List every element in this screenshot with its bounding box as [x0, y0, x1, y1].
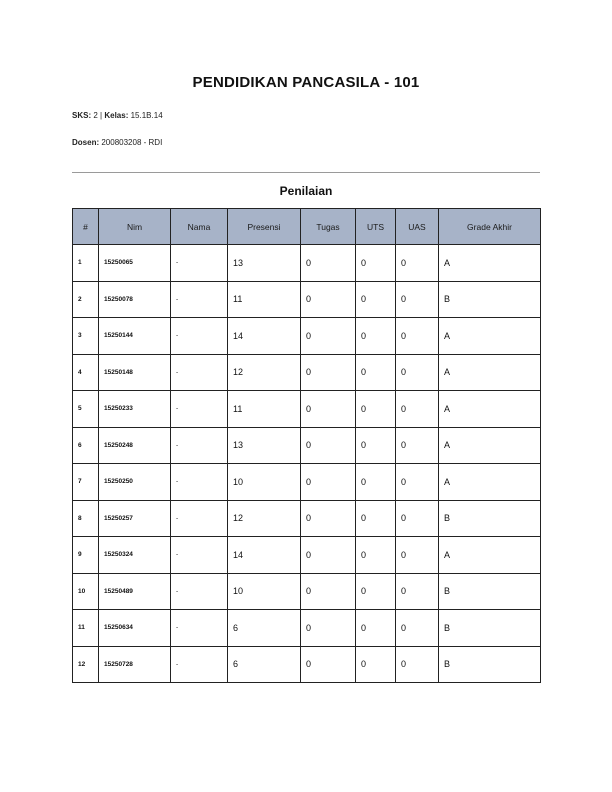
sks-value: 2	[93, 111, 98, 120]
section-title: Penilaian	[279, 184, 333, 198]
table-row	[73, 500, 541, 537]
uts-cell: 0	[356, 391, 396, 428]
grade-cell: A	[439, 537, 541, 574]
row-number-cell: 9	[73, 537, 99, 574]
nama-cell: -	[171, 573, 228, 610]
row-number-cell: 7	[73, 464, 99, 501]
row-number-cell: 10	[73, 573, 99, 610]
tugas-cell: 0	[301, 500, 356, 537]
row-number-cell: 11	[73, 610, 99, 647]
col-nim-header: Nim	[99, 209, 171, 245]
grade-cell: A	[439, 427, 541, 464]
uas-cell: 0	[396, 537, 439, 574]
uts-cell: 0	[356, 646, 396, 683]
nim-cell: 15250148	[99, 354, 171, 391]
col-grade-header: Grade Akhir	[439, 209, 541, 245]
col-presensi-header: Presensi	[228, 209, 301, 245]
presensi-cell: 14	[228, 537, 301, 574]
grade-cell: A	[439, 464, 541, 501]
tugas-cell: 0	[301, 646, 356, 683]
nim-cell: 15250257	[99, 500, 171, 537]
uts-cell: 0	[356, 245, 396, 282]
uts-cell: 0	[356, 537, 396, 574]
tugas-cell: 0	[301, 354, 356, 391]
grade-cell: B	[439, 646, 541, 683]
table-row	[73, 610, 541, 647]
table-row	[73, 281, 541, 318]
uts-cell: 0	[356, 500, 396, 537]
uas-cell: 0	[396, 281, 439, 318]
table-row	[73, 318, 541, 355]
col-nama-header: Nama	[171, 209, 228, 245]
nama-cell: -	[171, 245, 228, 282]
table-row	[73, 354, 541, 391]
col-tugas-header: Tugas	[301, 209, 356, 245]
nim-cell: 15250728	[99, 646, 171, 683]
tugas-cell: 0	[301, 464, 356, 501]
nim-cell: 15250248	[99, 427, 171, 464]
row-number-cell: 8	[73, 500, 99, 537]
row-number-cell: 5	[73, 391, 99, 428]
nama-cell: -	[171, 318, 228, 355]
row-number-cell: 12	[73, 646, 99, 683]
nama-cell: -	[171, 646, 228, 683]
table-row	[73, 646, 541, 683]
table-row	[73, 245, 541, 282]
tugas-cell: 0	[301, 427, 356, 464]
grade-cell: B	[439, 610, 541, 647]
uas-cell: 0	[396, 354, 439, 391]
nim-cell: 15250144	[99, 318, 171, 355]
grade-cell: A	[439, 391, 541, 428]
grade-cell: A	[439, 318, 541, 355]
table-row	[73, 391, 541, 428]
nama-cell: -	[171, 281, 228, 318]
presensi-cell: 13	[228, 427, 301, 464]
uas-cell: 0	[396, 500, 439, 537]
uts-cell: 0	[356, 318, 396, 355]
page-title: PENDIDIKAN PANCASILA - 101	[192, 74, 420, 91]
uts-cell: 0	[356, 464, 396, 501]
tugas-cell: 0	[301, 245, 356, 282]
tugas-cell: 0	[301, 537, 356, 574]
uas-cell: 0	[396, 464, 439, 501]
row-number-cell: 3	[73, 318, 99, 355]
divider	[72, 172, 540, 173]
col-number-header: #	[73, 209, 99, 245]
grades-table	[72, 208, 541, 683]
course-info	[72, 111, 163, 120]
uts-cell: 0	[356, 427, 396, 464]
table-row	[73, 537, 541, 574]
presensi-cell: 6	[228, 646, 301, 683]
row-number-cell: 1	[73, 245, 99, 282]
tugas-cell: 0	[301, 318, 356, 355]
presensi-cell: 11	[228, 391, 301, 428]
uas-cell: 0	[396, 391, 439, 428]
nim-cell: 15250324	[99, 537, 171, 574]
tugas-cell: 0	[301, 281, 356, 318]
table-body	[73, 245, 541, 683]
nama-cell: -	[171, 354, 228, 391]
table-header-row	[73, 209, 541, 245]
uas-cell: 0	[396, 610, 439, 647]
nama-cell: -	[171, 500, 228, 537]
col-uas-header: UAS	[396, 209, 439, 245]
grade-cell: B	[439, 500, 541, 537]
presensi-cell: 12	[228, 500, 301, 537]
nama-cell: -	[171, 464, 228, 501]
tugas-cell: 0	[301, 391, 356, 428]
grade-cell: A	[439, 354, 541, 391]
nim-cell: 15250250	[99, 464, 171, 501]
presensi-cell: 10	[228, 573, 301, 610]
presensi-cell: 10	[228, 464, 301, 501]
nim-cell: 15250634	[99, 610, 171, 647]
kelas-label: Kelas:	[104, 111, 129, 120]
presensi-cell: 6	[228, 610, 301, 647]
tugas-cell: 0	[301, 610, 356, 647]
nim-cell: 15250489	[99, 573, 171, 610]
nim-cell: 15250065	[99, 245, 171, 282]
uts-cell: 0	[356, 281, 396, 318]
nama-cell: -	[171, 537, 228, 574]
nama-cell: -	[171, 391, 228, 428]
uts-cell: 0	[356, 354, 396, 391]
presensi-cell: 13	[228, 245, 301, 282]
row-number-cell: 4	[73, 354, 99, 391]
row-number-cell: 6	[73, 427, 99, 464]
col-uts-header: UTS	[356, 209, 396, 245]
grade-cell: B	[439, 281, 541, 318]
sks-label: SKS:	[72, 111, 92, 120]
grade-cell: B	[439, 573, 541, 610]
row-number-cell: 2	[73, 281, 99, 318]
uts-cell: 0	[356, 573, 396, 610]
uts-cell: 0	[356, 610, 396, 647]
nama-cell: -	[171, 610, 228, 647]
dosen-value: 200803208 - RDI	[101, 138, 163, 147]
uas-cell: 0	[396, 646, 439, 683]
presensi-cell: 14	[228, 318, 301, 355]
uas-cell: 0	[396, 318, 439, 355]
nim-cell: 15250078	[99, 281, 171, 318]
table-row	[73, 573, 541, 610]
uas-cell: 0	[396, 427, 439, 464]
nama-cell: -	[171, 427, 228, 464]
table-row	[73, 427, 541, 464]
grade-cell: A	[439, 245, 541, 282]
presensi-cell: 12	[228, 354, 301, 391]
uas-cell: 0	[396, 245, 439, 282]
nim-cell: 15250233	[99, 391, 171, 428]
tugas-cell: 0	[301, 573, 356, 610]
dosen-label: Dosen:	[72, 138, 100, 147]
meta-separator: |	[100, 111, 103, 120]
lecturer-info	[72, 138, 162, 147]
kelas-value: 15.1B.14	[130, 111, 163, 120]
uas-cell: 0	[396, 573, 439, 610]
presensi-cell: 11	[228, 281, 301, 318]
table-row	[73, 464, 541, 501]
